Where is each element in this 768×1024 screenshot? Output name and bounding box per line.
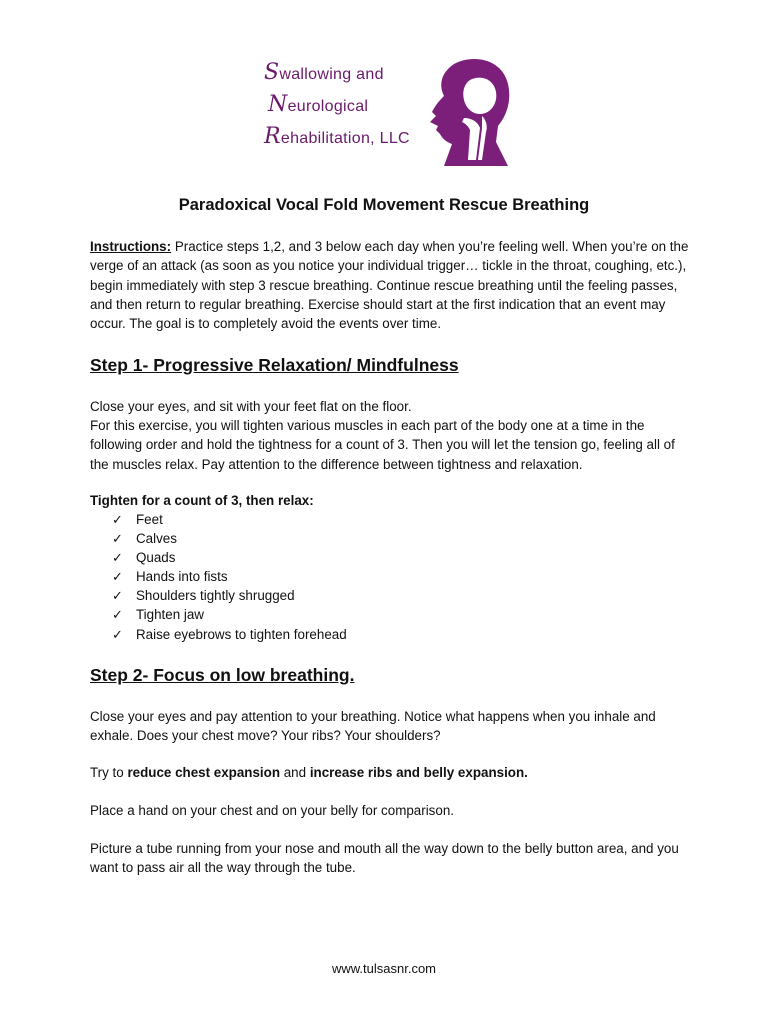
list-item: ✓ Raise eyebrows to tighten forehead [112, 625, 347, 644]
step2-intro: Close your eyes and pay attention to your breathing. Notice what happens when you inhale and exhale. Does your chest move? Your ribs? Your shoulders? [90, 709, 656, 744]
checklist [112, 510, 347, 644]
checkmark-icon: ✓ [112, 551, 123, 567]
checkmark-icon: ✓ [112, 608, 123, 624]
step2-heading: Step 2- Focus on low breathing. [90, 665, 355, 685]
instructions-label: Instructions: [90, 239, 172, 254]
checkmark-icon: ✓ [112, 570, 123, 586]
footer-url[interactable]: www.tulsasnr.com [331, 961, 437, 976]
instructions-text: Practice steps 1,2, and 3 below each day when you’re feeling well. When you’re on the verge of an attack (as soon as you notice your individual trigger… tickle in the throat, coughing, etc.), begin immediately with step 3 rescue breathing. Continue rescue breathing until the feeling passes, and then return to regular breathing. Exercise should start at the first indication that an event may occur. The goal is to completely avoid the events over time. [90, 239, 689, 332]
step1-list-title: Tighten for a count of 3, then relax: [90, 493, 314, 508]
checkmark-icon: ✓ [112, 627, 123, 643]
checkmark-icon: ✓ [112, 589, 123, 605]
list-item: ✓ Shoulders tightly shrugged [112, 586, 347, 605]
company-logo: Swallowing and Neurological Rehabilitation, LLC [262, 56, 512, 168]
step1-heading: Step 1- Progressive Relaxation/ Mindfulness [90, 355, 459, 375]
document-title: Paradoxical Vocal Fold Movement Rescue Breathing [178, 196, 590, 214]
list-item: ✓ Hands into fists [112, 567, 347, 586]
step1-intro: Close your eyes, and sit with your feet flat on the floor. [90, 399, 412, 414]
step2-tube-paragraph: Picture a tube running from your nose and mouth all the way down to the belly button area, and you want to pass air all the way through the tube. [90, 841, 679, 876]
list-item: ✓ Tighten jaw [112, 605, 347, 624]
list-item: ✓ Quads [112, 548, 347, 567]
step2-hand-paragraph: Place a hand on your chest and on your belly for comparison. [90, 803, 454, 818]
list-item: ✓ Feet [112, 510, 347, 529]
step1-description: For this exercise, you will tighten various muscles in each part of the body one at a time in the following order and hold the tightness for a count of 3. Then you will let the tension go, feeling all of the muscles relax. Pay attention to the difference between tightness and relaxation. [90, 418, 675, 472]
list-item: ✓ Calves [112, 529, 347, 548]
instructions-paragraph [90, 237, 690, 333]
checkmark-icon: ✓ [112, 532, 123, 548]
checkmark-icon: ✓ [112, 513, 123, 528]
step2-try-paragraph: Try to reduce chest expansion and increase ribs and belly expansion. [90, 765, 528, 780]
head-profile-icon [424, 56, 514, 168]
